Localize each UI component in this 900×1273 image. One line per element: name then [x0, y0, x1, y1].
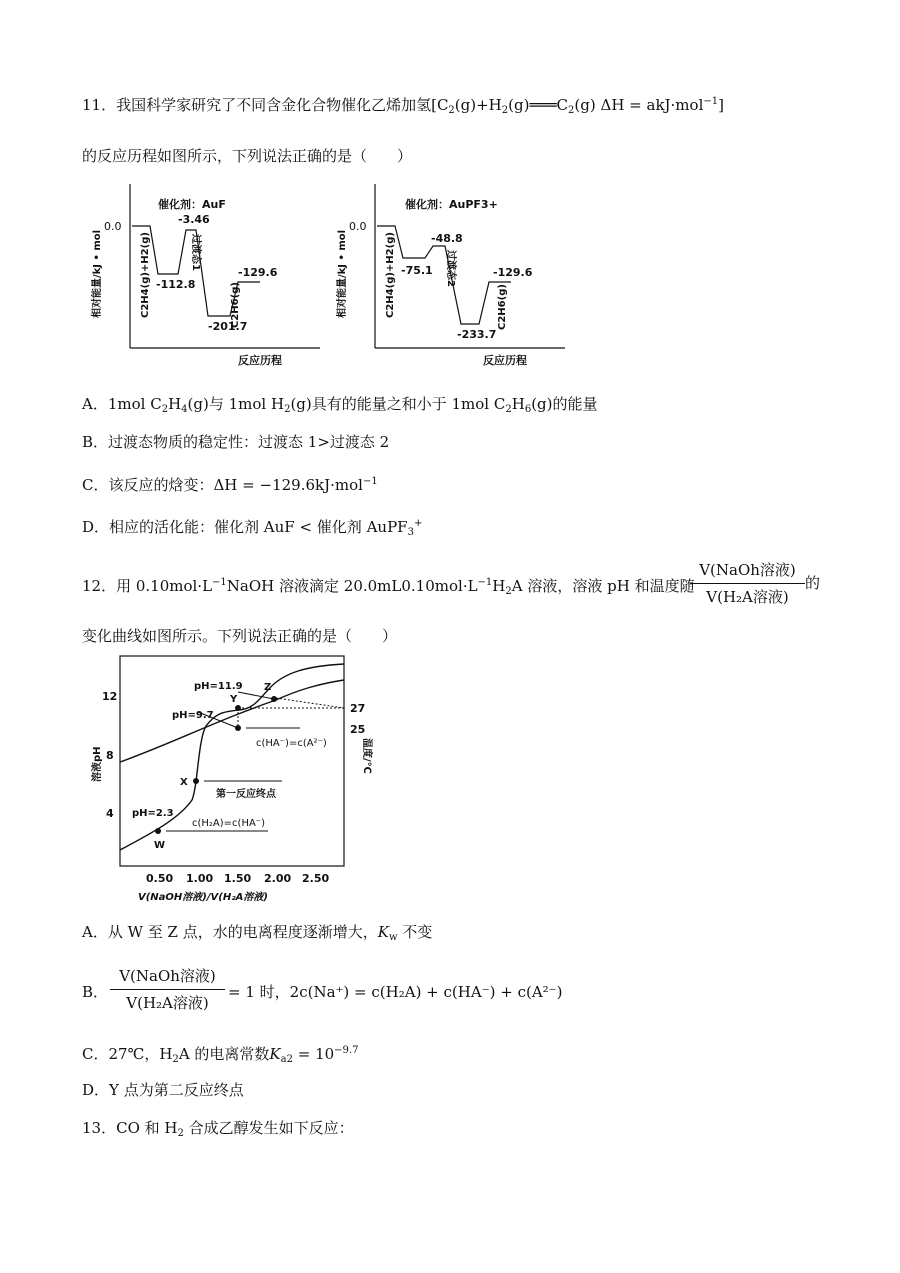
chart-xlabel: V(NaOH溶液)/V(H₂A溶液) [138, 892, 268, 903]
fig2-level-4: -129.6 [493, 266, 533, 279]
q11-stem-line2: 的反应历程如图所示，下列说法正确的是（ ） [82, 147, 413, 165]
titration-chart [88, 650, 378, 908]
label-ph119: pH=11.9 [194, 681, 243, 692]
label-z: Z [264, 682, 272, 693]
ytick-12: 12 [102, 690, 118, 703]
fig2-ts: 过渡态2 [445, 250, 456, 287]
q12-option-b-rest: = 1 时，2c(Na⁺) = c(H₂A) + c(HA⁻) + c(A²⁻) [228, 983, 563, 1001]
q12-stem-line1: 12．用 $0.10mol\cdot L^{-1}NaOH$ 溶液滴定 $20.0mL0.10mol\cdot L^{-1}H_2A$ 溶液，溶液 pH 和温度随 [82, 577, 695, 597]
chart-ylabel-right: 温度/℃ [361, 738, 372, 774]
q12-option-c: C．27℃，$H_2A$ 的电离常数$K_{a2} = 10^{-9.7}$ [82, 1045, 359, 1065]
fig1-level-2: -3.46 [178, 213, 210, 226]
label-w: W [154, 840, 166, 851]
fig2-product: C2H6(g) [497, 284, 508, 330]
fig2-zero: 0.0 [349, 220, 367, 233]
rtick-27: 27 [350, 702, 366, 715]
point-w [155, 828, 161, 834]
fig2-xlabel: 反应历程 [483, 354, 527, 367]
fig1-level-3: -201.7 [208, 320, 248, 333]
q11-option-d: D．相应的活化能：催化剂 AuF < 催化剂 AuPF$_3$+ [82, 518, 423, 538]
fig1-level-4: -129.6 [238, 266, 278, 279]
q11-option-b: B．过渡态物质的稳定性：过渡态 1>过渡态 2 [82, 433, 390, 451]
temperature-curve [120, 680, 344, 762]
fig2-level-3: -233.7 [457, 328, 497, 341]
q12-option-b-fraction: V(NaOh溶液) V(H₂A溶液) [110, 966, 225, 1013]
chart-ylabel-left: 溶液pH [92, 746, 103, 782]
q13-stem: 13．CO 和 $H_2$ 合成乙醇发生如下反应： [82, 1119, 354, 1139]
fig1-zero: 0.0 [104, 220, 122, 233]
q11-stem-line1: 11．我国科学家研究了不同含金化合物催化乙烯加氢$[C_2(g)+H_2(g)═══C_2(g) \Delta H = akJ\cdot mol^{-1}]$ [82, 96, 724, 116]
fig1-reactant: C2H4(g)+H2(g) [140, 232, 151, 318]
q12-option-b-prefix: B． [82, 983, 109, 1001]
fig2-reactant: C2H4(g)+H2(g) [385, 232, 396, 318]
label-y: Y [230, 694, 238, 705]
q12-stem-fraction: V(NaOh溶液) V(H₂A溶液) [690, 560, 805, 607]
label-end1: 第一反应终点 [216, 789, 276, 800]
point-y [235, 705, 241, 711]
q11-option-c: C．该反应的焓变：ΔH = −129.6kJ·mol$^{-1}$ [82, 476, 378, 494]
label-eq1: c(H₂A)=c(HA⁻) [192, 818, 265, 829]
fig1-product: C2H6(g) [230, 282, 241, 328]
xtick-250: 2.50 [302, 872, 330, 885]
q12-option-a: A．从 W 至 Z 点，水的电离程度逐渐增大，$K_w$ 不变 [82, 923, 433, 943]
energy-diagram-auf [88, 178, 328, 373]
label-ph23: pH=2.3 [132, 808, 174, 819]
point-x [193, 778, 199, 784]
fig2-ylabel: 相对能量/kJ • mol [337, 229, 348, 318]
xtick-050: 0.50 [146, 872, 174, 885]
fig1-ylabel: 相对能量/kJ • mol [92, 229, 103, 318]
fig2-level-1: -75.1 [401, 264, 433, 277]
ytick-8: 8 [106, 749, 114, 762]
q12-stem-end: 的 [805, 574, 821, 592]
q12-stem-line2: 变化曲线如图所示。下列说法正确的是（ ） [82, 627, 398, 645]
xtick-200: 2.00 [264, 872, 292, 885]
xtick-150: 1.50 [224, 872, 252, 885]
label-ph97: pH=9.7 [172, 710, 214, 721]
fig1-ts: 过渡态1 [190, 234, 201, 271]
fig1-level-1: -112.8 [156, 278, 196, 291]
fig2-level-2: -48.8 [431, 232, 463, 245]
ytick-4: 4 [106, 807, 114, 820]
xtick-100: 1.00 [186, 872, 214, 885]
energy-diagram-aupf3 [333, 178, 573, 373]
fig2-catalyst: 催化剂：AuPF3+ [405, 198, 498, 211]
label-eq2: c(HA⁻)=c(A²⁻) [256, 738, 327, 749]
fig1-xlabel: 反应历程 [238, 354, 282, 367]
label-x: X [180, 777, 188, 788]
fig1-catalyst: 催化剂：AuF [158, 198, 226, 211]
q11-option-a: A．1mol $C_2H_4(g)$与 1mol $H_2(g)$具有的能量之和小于 1mol $C_2H_6(g)$的能量 [82, 395, 598, 415]
rtick-25: 25 [350, 723, 366, 736]
q12-option-d: D．Y 点为第二反应终点 [82, 1081, 244, 1099]
